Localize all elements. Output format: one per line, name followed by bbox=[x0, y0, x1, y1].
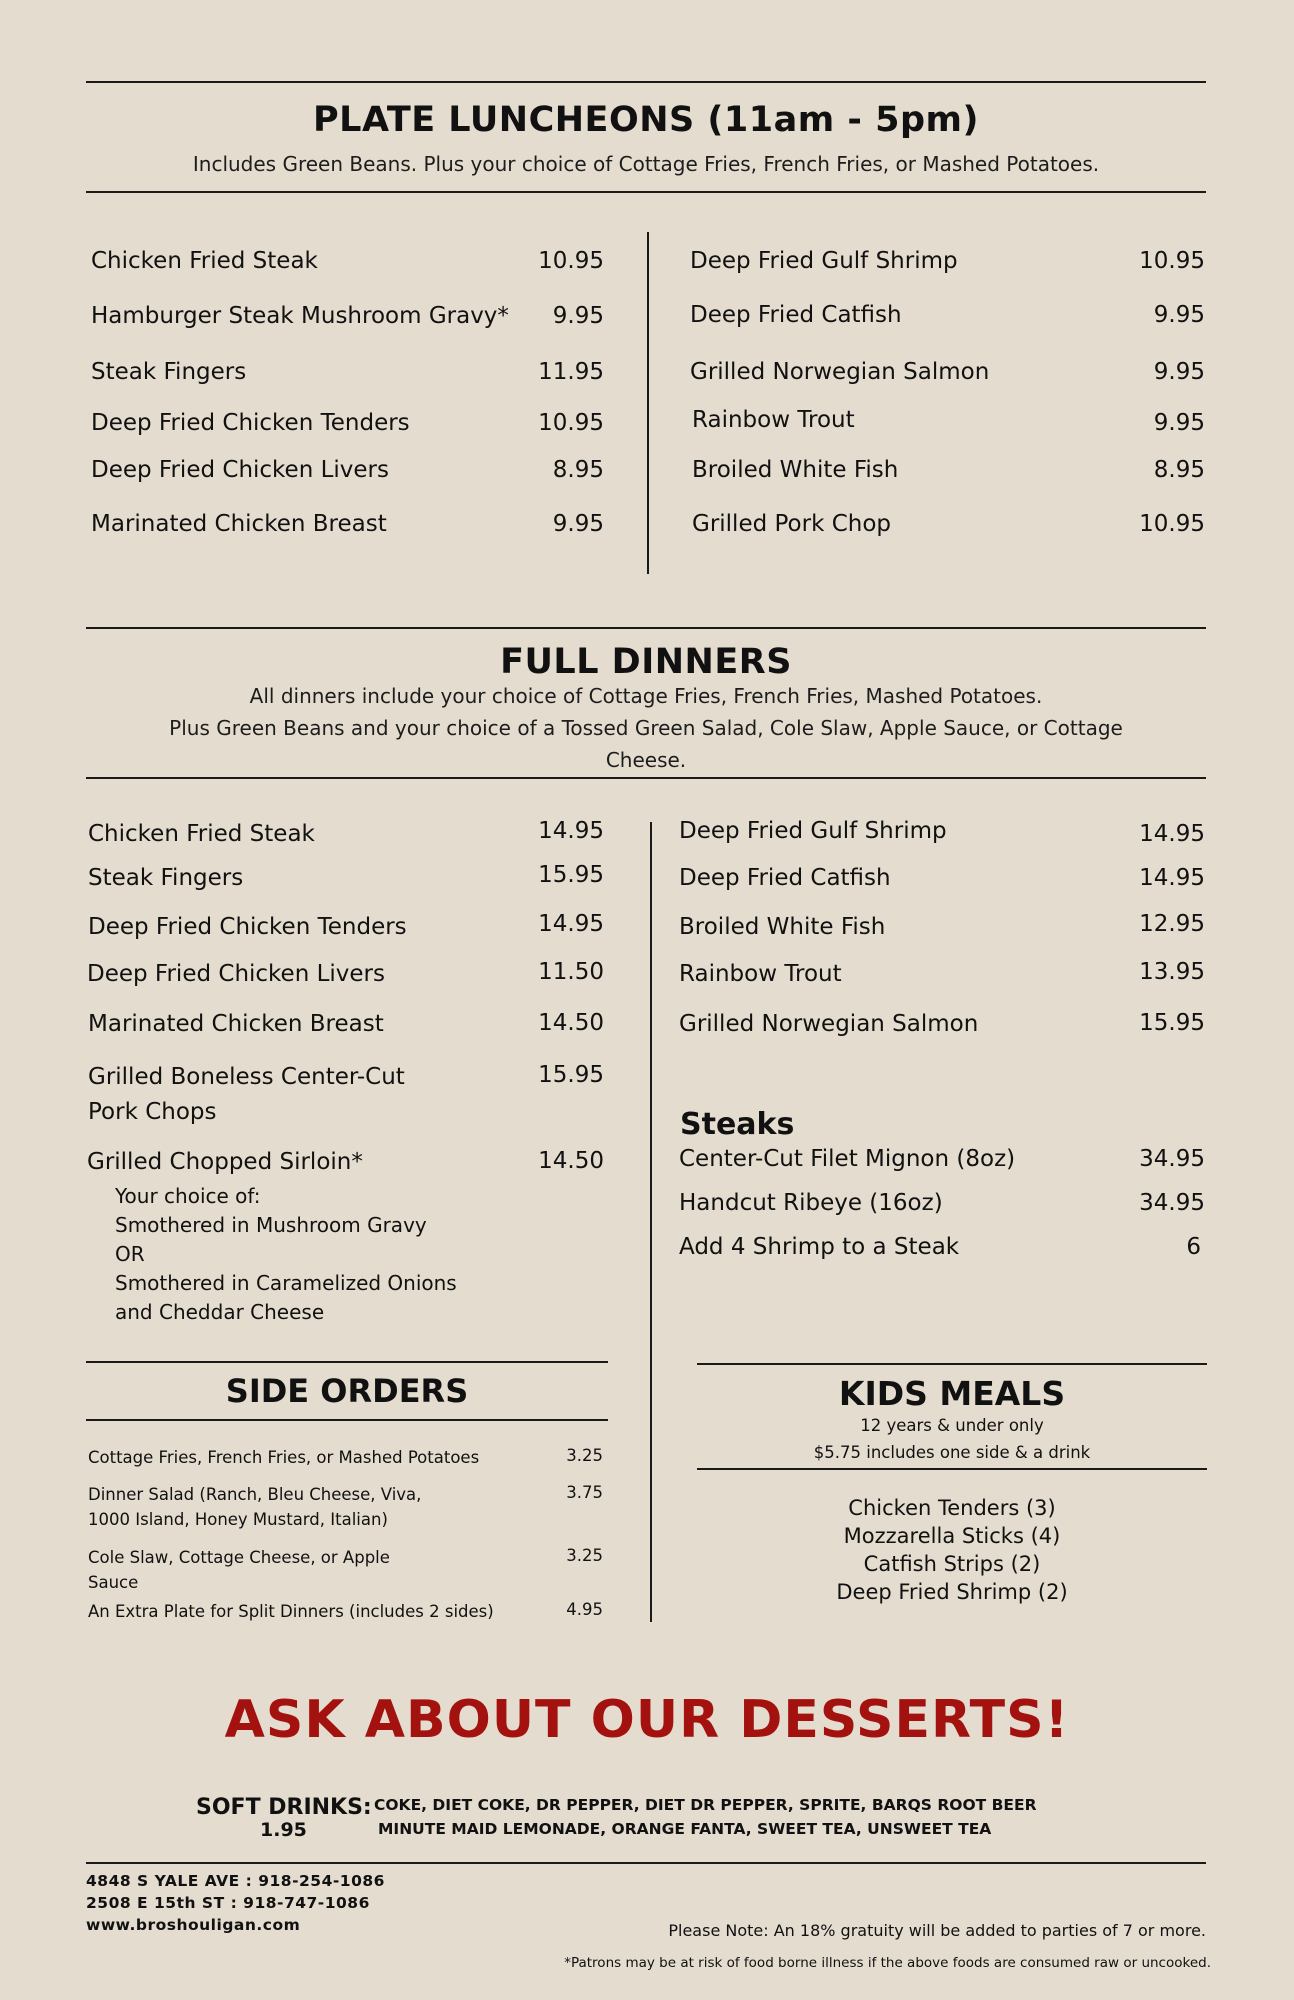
steaks-title: Steaks bbox=[680, 1107, 795, 1142]
lunch-item-price: 10.95 bbox=[1139, 248, 1205, 274]
lunch-item-name: Hamburger Steak Mushroom Gravy* bbox=[91, 303, 509, 329]
full-dinners-column-divider bbox=[650, 822, 652, 1622]
lunch-item-price: 9.95 bbox=[552, 511, 604, 537]
top-divider bbox=[86, 81, 1206, 83]
dinner-item-name: Grilled Norwegian Salmon bbox=[679, 1011, 979, 1037]
sirloin-option: and Cheddar Cheese bbox=[115, 1300, 325, 1324]
side-item-price: 3.75 bbox=[566, 1483, 603, 1502]
address-line: 2508 E 15th ST : 918-747-1086 bbox=[86, 1894, 370, 1912]
address-line: 4848 S YALE AVE : 918-254-1086 bbox=[86, 1872, 385, 1890]
lunch-item-price: 9.95 bbox=[1153, 302, 1205, 328]
side-orders-title: SIDE ORDERS bbox=[225, 1372, 469, 1410]
steak-item-price: 34.95 bbox=[1139, 1146, 1205, 1172]
kids-meal-item: Mozzarella Sticks (4) bbox=[843, 1524, 1061, 1548]
kids-meals-list bbox=[697, 1494, 1207, 1606]
lunch-item-name: Rainbow Trout bbox=[692, 407, 855, 433]
full-dinners-subtitle: Cheese. bbox=[605, 748, 687, 772]
dinner-item-name: Broiled White Fish bbox=[679, 914, 886, 940]
lunch-item-name: Marinated Chicken Breast bbox=[91, 511, 387, 537]
kids-meal-item: Deep Fried Shrimp (2) bbox=[836, 1580, 1068, 1604]
side-item-name: An Extra Plate for Split Dinners (includes 2 sides) bbox=[88, 1602, 494, 1621]
lunch-item-name: Chicken Fried Steak bbox=[91, 248, 318, 274]
soft-drinks-list: COKE, DIET COKE, DR PEPPER, DIET DR PEPPER, SPRITE, BARQS ROOT BEER bbox=[374, 1796, 1037, 1814]
steak-item-name: Handcut Ribeye (16oz) bbox=[679, 1190, 943, 1216]
plate-luncheons-divider bbox=[86, 191, 1206, 193]
lunch-item-price: 10.95 bbox=[538, 410, 604, 436]
lunch-item-price: 9.95 bbox=[1153, 359, 1205, 385]
dinner-item-name: Rainbow Trout bbox=[679, 961, 842, 987]
lunch-item-name: Broiled White Fish bbox=[692, 457, 899, 483]
side-item-price: 4.95 bbox=[566, 1600, 603, 1619]
side-orders-top-divider bbox=[86, 1361, 608, 1363]
dinner-item-price: 14.50 bbox=[538, 1010, 604, 1036]
desserts-banner: ASK ABOUT OUR DESSERTS! bbox=[224, 1690, 1070, 1750]
dinner-item-name: Grilled Boneless Center-Cut bbox=[88, 1064, 405, 1090]
dinner-item-price: 14.95 bbox=[1139, 821, 1205, 847]
dinner-item-price: 12.95 bbox=[1139, 911, 1205, 937]
lunch-item-price: 8.95 bbox=[552, 457, 604, 483]
dinner-item-price: 14.95 bbox=[538, 911, 604, 937]
side-item-price: 3.25 bbox=[566, 1446, 603, 1465]
gratuity-note: Please Note: An 18% gratuity will be added to parties of 7 or more. bbox=[668, 1921, 1206, 1940]
lunch-item-price: 9.95 bbox=[552, 303, 604, 329]
sirloin-option: Smothered in Caramelized Onions bbox=[115, 1271, 457, 1295]
footer-contact bbox=[86, 1870, 385, 1936]
dinner-item-price: 11.50 bbox=[538, 959, 604, 985]
dinner-item-name: Marinated Chicken Breast bbox=[88, 1011, 384, 1037]
sirloin-options bbox=[115, 1182, 457, 1327]
full-dinners-title: FULL DINNERS bbox=[500, 642, 792, 682]
steak-item-name: Center-Cut Filet Mignon (8oz) bbox=[679, 1146, 1016, 1172]
food-safety-warning: *Patrons may be at risk of food borne illness if the above foods are consumed raw or uncooked. bbox=[564, 1955, 1211, 1971]
steak-item-price: 6 bbox=[1186, 1234, 1201, 1260]
dinner-item-price: 13.95 bbox=[1139, 959, 1205, 985]
kids-meals-note: $5.75 includes one side & a drink bbox=[813, 1443, 1091, 1462]
dinner-item-name: Steak Fingers bbox=[88, 865, 244, 891]
dinner-item-price: 14.95 bbox=[1139, 865, 1205, 891]
full-dinners-top-divider bbox=[86, 627, 1206, 629]
steak-item-price: 34.95 bbox=[1139, 1190, 1205, 1216]
lunch-item-name: Steak Fingers bbox=[91, 359, 247, 385]
plate-luncheons-title: PLATE LUNCHEONS (11am - 5pm) bbox=[313, 100, 979, 140]
dinner-item-name: Chicken Fried Steak bbox=[88, 821, 315, 847]
sirloin-option: Smothered in Mushroom Gravy bbox=[115, 1213, 427, 1237]
kids-meals-top-divider bbox=[697, 1363, 1207, 1365]
lunch-item-price: 10.95 bbox=[538, 248, 604, 274]
side-item-name: Dinner Salad (Ranch, Bleu Cheese, Viva, bbox=[88, 1485, 422, 1504]
lunch-item-name: Deep Fried Chicken Tenders bbox=[91, 410, 410, 436]
side-item-name: Cottage Fries, French Fries, or Mashed Potatoes bbox=[88, 1448, 480, 1467]
lunch-item-name: Deep Fried Chicken Livers bbox=[91, 457, 390, 483]
dinner-item-price: 15.95 bbox=[1139, 1010, 1205, 1036]
side-item-name: Cole Slaw, Cottage Cheese, or Apple bbox=[88, 1548, 390, 1567]
dinner-item-price: 14.50 bbox=[538, 1148, 604, 1174]
sirloin-option: OR bbox=[115, 1242, 145, 1266]
plate-luncheons-subtitle: Includes Green Beans. Plus your choice of Cottage Fries, French Fries, or Mashed Potatoes. bbox=[192, 152, 1100, 176]
lunch-item-name: Deep Fried Catfish bbox=[690, 302, 902, 328]
side-orders-divider bbox=[86, 1419, 608, 1421]
lunch-item-price: 9.95 bbox=[1153, 410, 1205, 436]
lunch-item-price: 8.95 bbox=[1153, 457, 1205, 483]
kids-meal-item: Chicken Tenders (3) bbox=[848, 1496, 1056, 1520]
website-link[interactable]: www.broshouligan.com bbox=[86, 1916, 301, 1934]
full-dinners-subtitle: Plus Green Beans and your choice of a Tossed Green Salad, Cole Slaw, Apple Sauce, or Cottage bbox=[169, 716, 1123, 740]
lunch-item-name: Grilled Pork Chop bbox=[692, 511, 892, 537]
full-dinners-subtitle: All dinners include your choice of Cottage Fries, French Fries, Mashed Potatoes. bbox=[249, 684, 1043, 708]
plate-luncheons-column-divider bbox=[647, 232, 649, 574]
dinner-item-price: 15.95 bbox=[538, 1062, 604, 1088]
sirloin-option: Your choice of: bbox=[115, 1184, 261, 1208]
dinner-item-name: Grilled Chopped Sirloin* bbox=[87, 1149, 363, 1175]
dinner-item-name: Deep Fried Chicken Livers bbox=[87, 961, 386, 987]
side-item-name: Sauce bbox=[88, 1573, 139, 1592]
kids-meals-note: 12 years & under only bbox=[860, 1416, 1044, 1435]
footer-divider bbox=[86, 1862, 1206, 1864]
dinner-item-name: Deep Fried Chicken Tenders bbox=[88, 914, 407, 940]
side-item-name: 1000 Island, Honey Mustard, Italian) bbox=[88, 1510, 388, 1529]
full-dinners-divider bbox=[86, 777, 1206, 779]
dinner-item-name: Deep Fried Gulf Shrimp bbox=[679, 818, 947, 844]
soft-drinks-price: 1.95 bbox=[260, 1819, 307, 1841]
kids-meals-title: KIDS MEALS bbox=[838, 1374, 1066, 1413]
steak-item-name: Add 4 Shrimp to a Steak bbox=[679, 1234, 960, 1260]
kids-meals-divider bbox=[697, 1468, 1207, 1470]
soft-drinks-label: SOFT DRINKS: bbox=[196, 1795, 372, 1820]
lunch-item-price: 10.95 bbox=[1139, 511, 1205, 537]
lunch-item-price: 11.95 bbox=[538, 359, 604, 385]
lunch-item-name: Grilled Norwegian Salmon bbox=[690, 359, 990, 385]
dinner-item-name: Pork Chops bbox=[88, 1099, 217, 1125]
dinner-item-price: 14.95 bbox=[538, 818, 604, 844]
soft-drinks-list: MINUTE MAID LEMONADE, ORANGE FANTA, SWEET TEA, UNSWEET TEA bbox=[378, 1820, 992, 1838]
side-item-price: 3.25 bbox=[566, 1546, 603, 1565]
dinner-item-price: 15.95 bbox=[538, 862, 604, 888]
kids-meal-item: Catfish Strips (2) bbox=[863, 1552, 1041, 1576]
dinner-item-name: Deep Fried Catfish bbox=[679, 865, 891, 891]
lunch-item-name: Deep Fried Gulf Shrimp bbox=[690, 248, 958, 274]
